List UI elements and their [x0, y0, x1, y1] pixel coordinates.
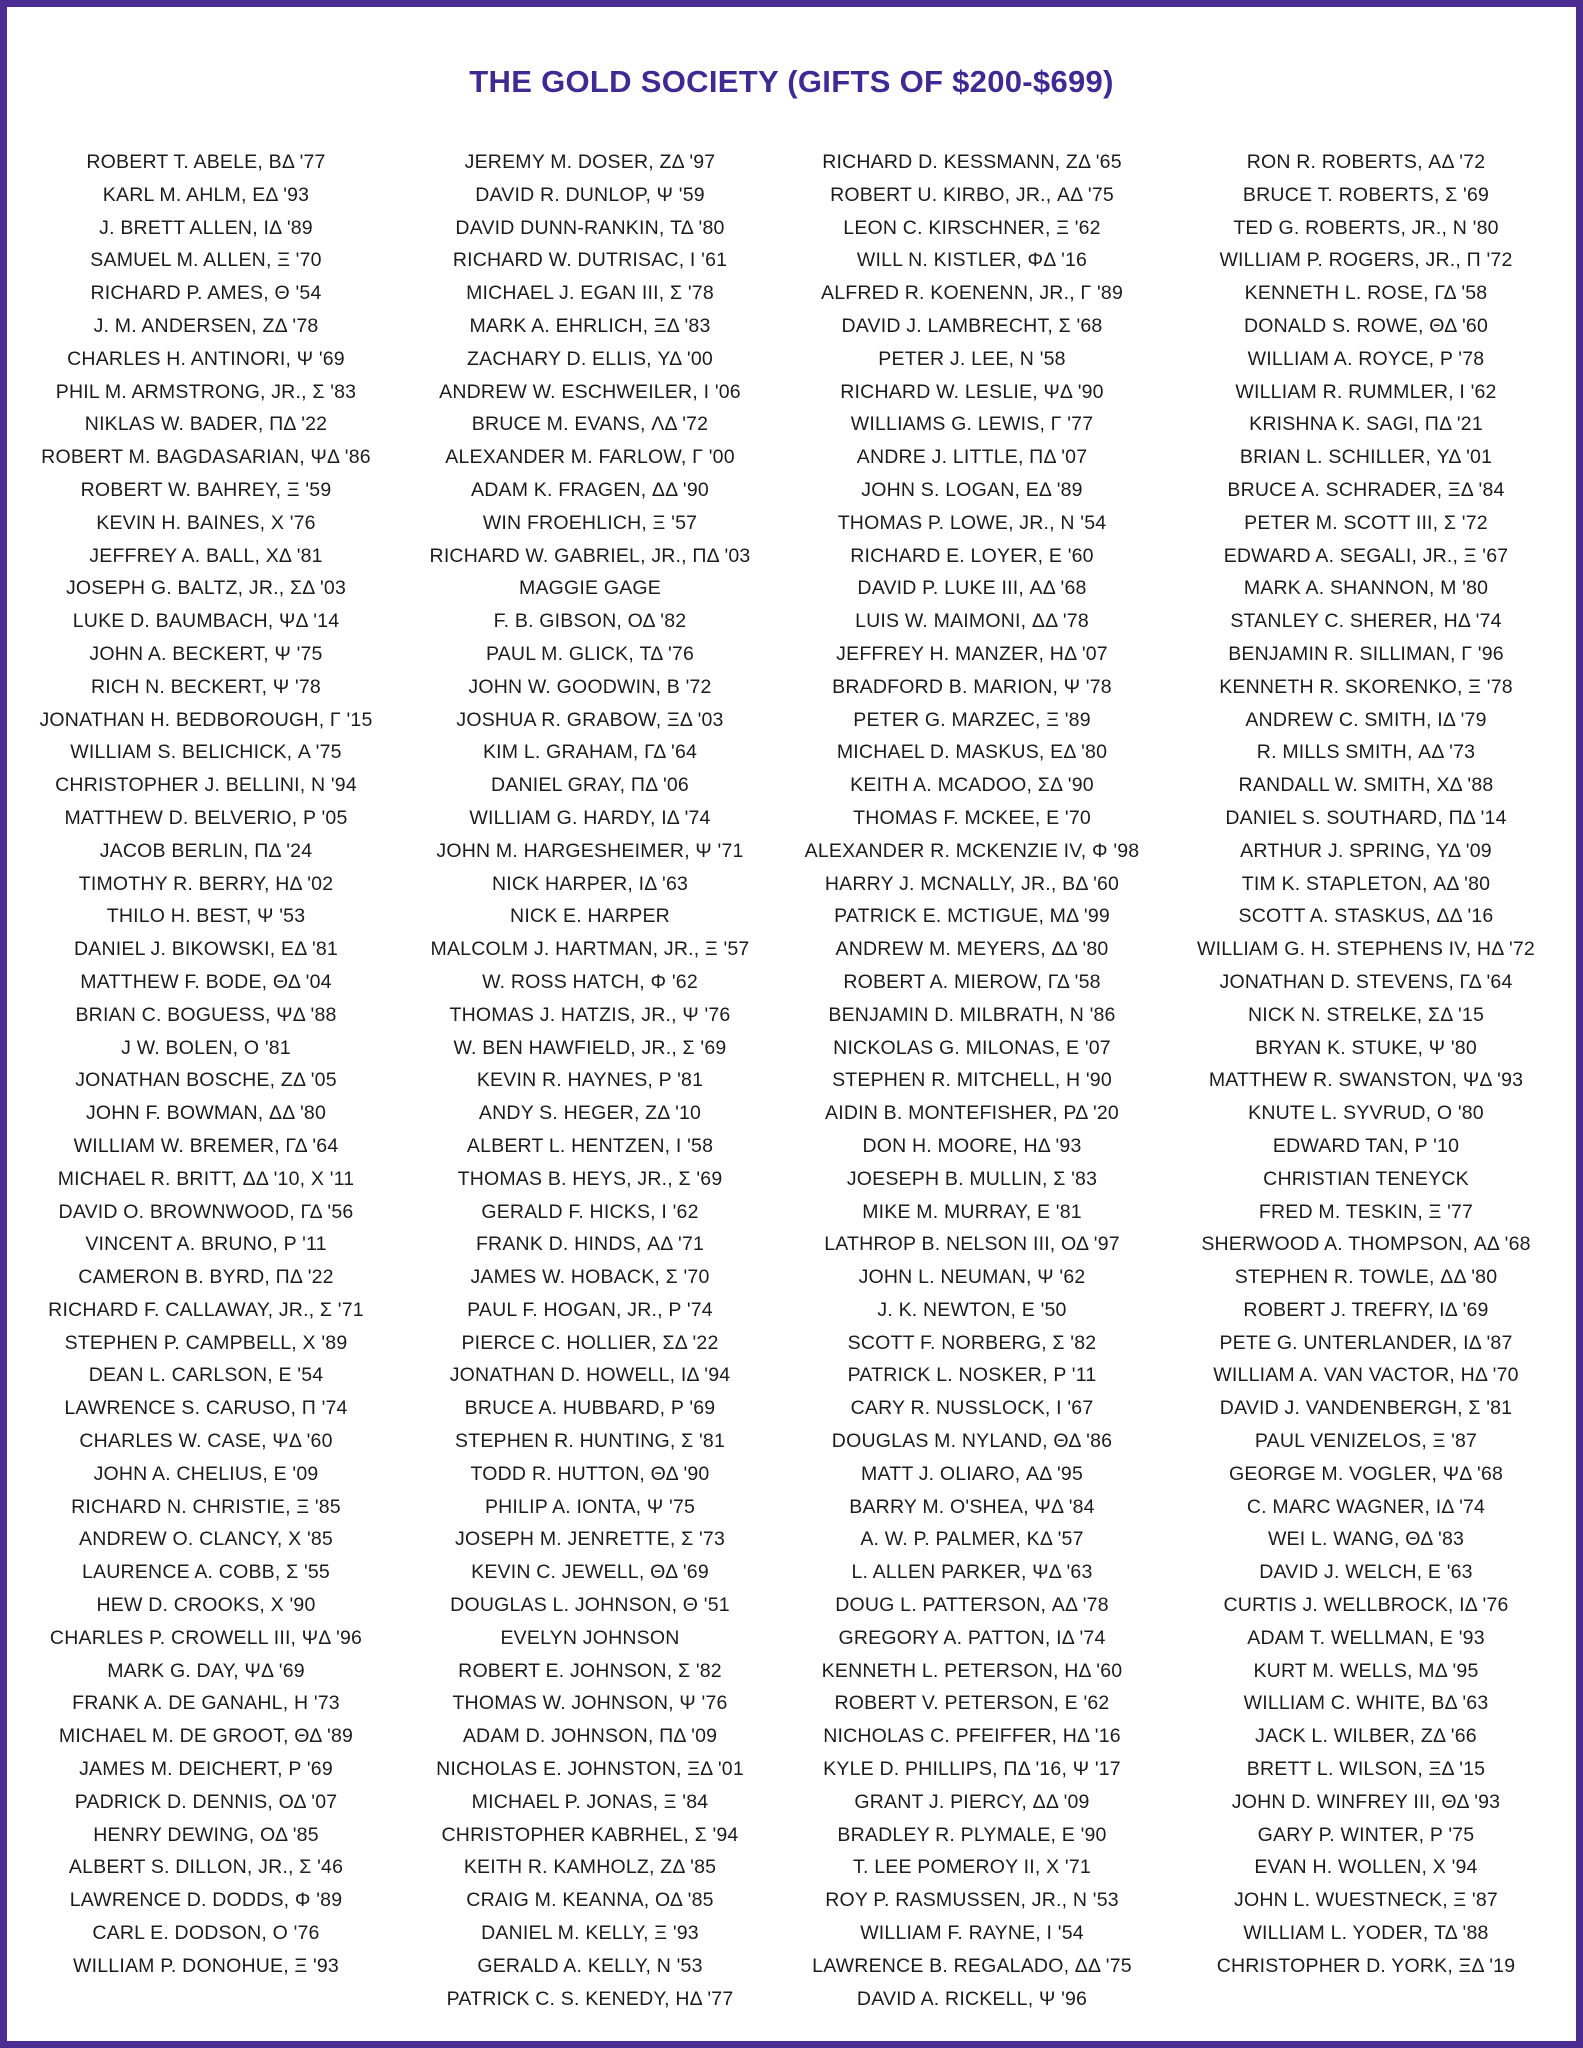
donor-name: JAMES W. HOBACK, Σ '70 [470, 1266, 710, 1289]
donor-name: ADAM K. FRAGEN, ΔΔ '90 [471, 478, 709, 501]
donor-name: THOMAS W. JOHNSON, Ψ '76 [452, 1692, 728, 1715]
donor-name: PAUL M. GLICK, ΤΔ '76 [485, 642, 695, 665]
donor-name: NICHOLAS C. PFEIFFER, ΗΔ '16 [823, 1725, 1121, 1748]
donor-name: MICHAEL P. JONAS, Ξ '84 [471, 1790, 709, 1813]
donor-name: KEITH R. KAMHOLZ, ΖΔ '85 [463, 1856, 717, 1879]
donor-name: JOSEPH M. JENRETTE, Σ '73 [455, 1528, 725, 1551]
donor-name: VINCENT A. BRUNO, Ρ '11 [85, 1233, 327, 1256]
donor-name: ALFRED R. KOENENN, JR., Γ '89 [821, 282, 1123, 305]
donor-name: WILLIAM A. VAN VACTOR, ΗΔ '70 [1213, 1364, 1519, 1387]
donor-name: BRUCE A. SCHRADER, ΞΔ '84 [1227, 478, 1505, 501]
donor-name: MARK A. EHRLICH, ΞΔ '83 [469, 314, 711, 337]
donor-name: KEVIN H. BAINES, Χ '76 [96, 511, 316, 534]
donor-name: DAVID J. WELCH, Ε '63 [1259, 1561, 1473, 1584]
donor-name: STEPHEN R. TOWLE, ΔΔ '80 [1234, 1266, 1498, 1289]
donor-name: GRANT J. PIERCY, ΔΔ '09 [854, 1790, 1090, 1813]
donor-name: JEREMY M. DOSER, ΖΔ '97 [464, 151, 716, 173]
donor-name: GARY P. WINTER, Ρ '75 [1257, 1823, 1475, 1846]
donor-name: KENNETH R. SKORENKO, Ξ '78 [1219, 675, 1513, 698]
donor-name: MICHAEL D. MASKUS, ΕΔ '80 [836, 741, 1108, 764]
donor-name: NIKLAS W. BADER, ΠΔ '22 [84, 413, 328, 436]
donor-name: WILL N. KISTLER, ΦΔ '16 [856, 249, 1088, 272]
donor-name: DAVID J. VANDENBERGH, Σ '81 [1219, 1397, 1513, 1420]
donor-name: SCOTT F. NORBERG, Σ '82 [847, 1331, 1097, 1354]
donor-name: JOSEPH G. BALTZ, JR., ΣΔ '03 [65, 577, 347, 600]
donor-name: ANDREW C. SMITH, ΙΔ '79 [1245, 708, 1487, 731]
donor-name: ROBERT U. KIRBO, JR., ΑΔ '75 [830, 183, 1114, 206]
donor-name: GREGORY A. PATTON, ΙΔ '74 [838, 1626, 1106, 1649]
donor-name: MICHAEL R. BRITT, ΔΔ '10, Χ '11 [57, 1167, 355, 1190]
donor-name: KIM L. GRAHAM, ΓΔ '64 [482, 741, 698, 764]
donor-name: DAVID J. LAMBRECHT, Σ '68 [841, 314, 1103, 337]
donor-name: ROBERT T. ABELE, ΒΔ '77 [86, 151, 326, 173]
donor-name: JONATHAN D. STEVENS, ΓΔ '64 [1219, 970, 1513, 993]
donor-name: EDWARD A. SEGALI, JR., Ξ '67 [1223, 544, 1509, 567]
donor-name: SHERWOOD A. THOMPSON, ΑΔ '68 [1201, 1233, 1531, 1256]
donor-name: KARL M. AHLM, ΕΔ '93 [102, 183, 310, 206]
donor-name: MATTHEW F. BODE, ΘΔ '04 [80, 970, 332, 993]
donor-name: CAMERON B. BYRD, ΠΔ '22 [78, 1266, 334, 1289]
donor-name: JACOB BERLIN, ΠΔ '24 [99, 839, 313, 862]
donor-name: ANDY S. HEGER, ΖΔ '10 [478, 1102, 702, 1125]
donor-name: RICHARD W. DUTRISAC, Ι '61 [452, 249, 728, 272]
donor-name: EVELYN JOHNSON [500, 1626, 680, 1649]
donor-name: DOUG L. PATTERSON, ΑΔ '78 [835, 1594, 1109, 1617]
donor-name: ROBERT W. BAHREY, Ξ '59 [80, 478, 332, 501]
donor-name: PADRICK D. DENNIS, ΟΔ '07 [74, 1790, 338, 1813]
donor-name: PETER J. LEE, Ν '58 [878, 347, 1066, 370]
donor-name: JONATHAN H. BEDBOROUGH, Γ '15 [39, 708, 373, 731]
donor-name: ARTHUR J. SPRING, ΥΔ '09 [1240, 839, 1492, 862]
donor-name: ANDREW M. MEYERS, ΔΔ '80 [835, 938, 1109, 961]
donor-name: JOHN L. NEUMAN, Ψ '62 [858, 1266, 1086, 1289]
donor-name: JAMES M. DEICHERT, Ρ '69 [79, 1758, 333, 1781]
donor-name: ALBERT L. HENTZEN, Ι '58 [466, 1134, 714, 1157]
donor-name: KEVIN C. JEWELL, ΘΔ '69 [471, 1561, 709, 1584]
donor-name: CHRISTIAN TENEYCK [1263, 1167, 1469, 1190]
donor-name: GERALD F. HICKS, Ι '62 [481, 1200, 699, 1223]
donor-name: F. B. GIBSON, ΟΔ '82 [493, 610, 687, 633]
donor-name: PATRICK C. S. KENEDY, ΗΔ '77 [446, 1987, 734, 2010]
donor-name: WEI L. WANG, ΘΔ '83 [1267, 1528, 1465, 1551]
donor-name: ANDRE J. LITTLE, ΠΔ '07 [856, 446, 1088, 469]
donor-name: DONALD S. ROWE, ΘΔ '60 [1243, 314, 1489, 337]
donor-name: DAVID DUNN-RANKIN, ΤΔ '80 [455, 216, 725, 239]
donor-name: MALCOLM J. HARTMAN, JR., Ξ '57 [430, 938, 750, 961]
donor-name: BRADLEY R. PLYMALE, Ε '90 [837, 1823, 1107, 1846]
donor-name: ROBERT J. TREFRY, ΙΔ '69 [1243, 1298, 1489, 1321]
donor-name: TIM K. STAPLETON, ΑΔ '80 [1241, 872, 1491, 895]
donor-name: BRADFORD B. MARION, Ψ '78 [832, 675, 1112, 698]
donor-name: PAUL F. HOGAN, JR., Ρ '74 [467, 1298, 713, 1321]
donor-name: ADAM T. WELLMAN, Ε '93 [1247, 1626, 1485, 1649]
donor-name: LUIS W. MAIMONI, ΔΔ '78 [855, 610, 1089, 633]
donor-name: DAVID R. DUNLOP, Ψ '59 [475, 183, 705, 206]
donor-column-1 [16, 146, 396, 1983]
donor-name: ROBERT M. BAGDASARIAN, ΨΔ '86 [41, 446, 371, 469]
donor-name: RICHARD E. LOYER, Ε '60 [850, 544, 1094, 567]
donor-name: C. MARC WAGNER, ΙΔ '74 [1246, 1495, 1486, 1518]
donor-name: KURT M. WELLS, ΜΔ '95 [1253, 1659, 1479, 1682]
donor-name: PETE G. UNTERLANDER, ΙΔ '87 [1219, 1331, 1513, 1354]
donor-name: PAUL VENIZELOS, Ξ '87 [1254, 1430, 1478, 1453]
donor-name: ALEXANDER M. FARLOW, Γ '00 [445, 446, 735, 469]
donor-name: RON R. ROBERTS, ΑΔ '72 [1246, 151, 1486, 173]
donor-name: LAURENCE A. COBB, Σ '55 [82, 1561, 330, 1584]
donor-name: TODD R. HUTTON, ΘΔ '90 [470, 1462, 710, 1485]
donor-name: THOMAS P. LOWE, JR., Ν '54 [837, 511, 1107, 534]
donor-name: JACK L. WILBER, ΖΔ '66 [1255, 1725, 1477, 1748]
donor-name: THOMAS F. MCKEE, Ε '70 [853, 806, 1091, 829]
donor-name: J. K. NEWTON, Ε '50 [877, 1298, 1067, 1321]
donor-name: JEFFREY H. MANZER, ΗΔ '07 [836, 642, 1108, 665]
donor-name: PETER M. SCOTT III, Σ '72 [1244, 511, 1488, 534]
donor-name: NICK E. HARPER [510, 905, 670, 928]
donor-name: TIMOTHY R. BERRY, ΗΔ '02 [78, 872, 334, 895]
donor-name: WILLIAM C. WHITE, ΒΔ '63 [1243, 1692, 1489, 1715]
donor-name: JOHN M. HARGESHEIMER, Ψ '71 [436, 839, 744, 862]
donor-name: ALEXANDER R. MCKENZIE IV, Φ '98 [804, 839, 1140, 862]
donor-name: WILLIAM L. YODER, ΤΔ '88 [1243, 1922, 1489, 1945]
donor-name: LAWRENCE S. CARUSO, Π '74 [64, 1397, 348, 1420]
donor-name: JOHN W. GOODWIN, Β '72 [468, 675, 712, 698]
donor-name: WILLIAM A. ROYCE, Ρ '78 [1247, 347, 1485, 370]
donor-name: RICHARD P. AMES, Θ '54 [90, 282, 322, 305]
donor-name: WILLIAM P. DONOHUE, Ξ '93 [73, 1954, 339, 1977]
donor-name: HEW D. CROOKS, Χ '90 [96, 1594, 316, 1617]
donor-name: ROBERT E. JOHNSON, Σ '82 [458, 1659, 722, 1682]
donor-name: MATT J. OLIARO, ΑΔ '95 [861, 1462, 1083, 1485]
donor-name: DON H. MOORE, ΗΔ '93 [862, 1134, 1082, 1157]
donor-name: BENJAMIN R. SILLIMAN, Γ '96 [1228, 642, 1504, 665]
donor-name: MARK G. DAY, ΨΔ '69 [107, 1659, 305, 1682]
donor-name: KENNETH L. ROSE, ΓΔ '58 [1244, 282, 1488, 305]
donor-name: CHARLES H. ANTINORI, Ψ '69 [67, 347, 345, 370]
donor-name: BRETT L. WILSON, ΞΔ '15 [1246, 1758, 1486, 1781]
donor-name: NICHOLAS E. JOHNSTON, ΞΔ '01 [436, 1758, 744, 1781]
donor-name: J W. BOLEN, Ο '81 [121, 1036, 291, 1059]
donor-name: RICH N. BECKERT, Ψ '78 [91, 675, 321, 698]
donor-name: BRUCE M. EVANS, ΛΔ '72 [471, 413, 709, 436]
donor-name: WILLIAM P. ROGERS, JR., Π '72 [1219, 249, 1513, 272]
donor-name: STEPHEN P. CAMPBELL, Χ '89 [64, 1331, 348, 1354]
donor-name: MARK A. SHANNON, Μ '80 [1243, 577, 1489, 600]
donor-name: THOMAS J. HATZIS, JR., Ψ '76 [449, 1003, 731, 1026]
donor-name: JONATHAN BOSCHE, ΖΔ '05 [75, 1069, 337, 1092]
donor-name: A. W. P. PALMER, ΚΔ '57 [860, 1528, 1084, 1551]
donor-name: GERALD A. KELLY, Ν '53 [477, 1954, 703, 1977]
donor-name: WILLIAM S. BELICHICK, Α '75 [70, 741, 342, 764]
donor-name: GEORGE M. VOGLER, ΨΔ '68 [1228, 1462, 1504, 1485]
donor-name: WILLIAM W. BREMER, ΓΔ '64 [73, 1134, 339, 1157]
donor-column-3 [782, 146, 1162, 2015]
donor-name: KNUTE L. SYVRUD, Ο '80 [1248, 1102, 1484, 1125]
donor-name: NICK N. STRELKE, ΣΔ '15 [1247, 1003, 1485, 1026]
donor-name: CHRISTOPHER KABRHEL, Σ '94 [441, 1823, 739, 1846]
donor-name: ROBERT A. MIEROW, ΓΔ '58 [843, 970, 1101, 993]
donor-name: BRIAN C. BOGUESS, ΨΔ '88 [75, 1003, 337, 1026]
donor-name: CHRISTOPHER D. YORK, ΞΔ '19 [1216, 1954, 1516, 1977]
donor-name: LATHROP B. NELSON III, ΟΔ '97 [824, 1233, 1120, 1256]
donor-name: ROBERT V. PETERSON, Ε '62 [834, 1692, 1110, 1715]
donor-name: PIERCE C. HOLLIER, ΣΔ '22 [461, 1331, 719, 1354]
donor-name: LAWRENCE D. DODDS, Φ '89 [69, 1889, 343, 1912]
donor-name: CHARLES P. CROWELL III, ΨΔ '96 [49, 1626, 363, 1649]
donor-name: HENRY DEWING, ΟΔ '85 [93, 1823, 319, 1846]
donor-name: NICK HARPER, ΙΔ '63 [491, 872, 689, 895]
donor-name: WILLIAM F. RAYNE, Ι '54 [860, 1922, 1084, 1945]
donor-name: DANIEL S. SOUTHARD, ΠΔ '14 [1225, 806, 1507, 829]
donor-name: EDWARD TAN, Ρ '10 [1272, 1134, 1460, 1157]
donor-name: DEAN L. CARLSON, Ε '54 [88, 1364, 324, 1387]
donor-name: STEPHEN R. HUNTING, Σ '81 [455, 1430, 725, 1453]
donor-column-4 [1166, 146, 1566, 1983]
donor-name: LEON C. KIRSCHNER, Ξ '62 [843, 216, 1101, 239]
donor-name: CHARLES W. CASE, ΨΔ '60 [79, 1430, 333, 1453]
donor-name: BARRY M. O'SHEA, ΨΔ '84 [849, 1495, 1095, 1518]
donor-name: DOUGLAS M. NYLAND, ΘΔ '86 [831, 1430, 1113, 1453]
donor-name: DANIEL J. BIKOWSKI, ΕΔ '81 [74, 938, 338, 961]
donor-name: JOHN A. CHELIUS, Ε '09 [93, 1462, 319, 1485]
donor-name: FRANK A. DE GANAHL, Η '73 [72, 1692, 340, 1715]
donor-name: PETER G. MARZEC, Ξ '89 [853, 708, 1091, 731]
donor-name: ANDREW W. ESCHWEILER, Ι '06 [439, 380, 741, 403]
donor-name: CRAIG M. KEANNA, ΟΔ '85 [466, 1889, 714, 1912]
donor-name: ANDREW O. CLANCY, Χ '85 [79, 1528, 333, 1551]
donor-name: ALBERT S. DILLON, JR., Σ '46 [68, 1856, 344, 1879]
donor-name: PATRICK E. MCTIGUE, ΜΔ '99 [834, 905, 1110, 928]
donor-name: JOHN L. WUESTNECK, Ξ '87 [1234, 1889, 1498, 1912]
donor-name: T. LEE POMEROY II, Χ '71 [853, 1856, 1091, 1879]
donor-name: JOHN D. WINFREY III, ΘΔ '93 [1231, 1790, 1501, 1813]
donor-name: SCOTT A. STASKUS, ΔΔ '16 [1238, 905, 1494, 928]
donor-name: ROY P. RASMUSSEN, JR., Ν '53 [825, 1889, 1119, 1912]
donor-name: W. BEN HAWFIELD, JR., Σ '69 [453, 1036, 727, 1059]
donor-name: RICHARD N. CHRISTIE, Ξ '85 [71, 1495, 341, 1518]
donor-name: BRYAN K. STUKE, Ψ '80 [1255, 1036, 1477, 1059]
donor-column-2 [400, 146, 780, 2015]
donor-name: DANIEL M. KELLY, Ξ '93 [481, 1922, 699, 1945]
donor-name: FRANK D. HINDS, ΑΔ '71 [475, 1233, 705, 1256]
donor-name: DAVID P. LUKE III, ΑΔ '68 [857, 577, 1087, 600]
donor-name: BRUCE A. HUBBARD, Ρ '69 [464, 1397, 716, 1420]
donor-name: JOSHUA R. GRABOW, ΞΔ '03 [456, 708, 724, 731]
donor-name: MATTHEW R. SWANSTON, ΨΔ '93 [1208, 1069, 1524, 1092]
donor-name: TED G. ROBERTS, JR., Ν '80 [1233, 216, 1499, 239]
donor-name: R. MILLS SMITH, ΑΔ '73 [1256, 741, 1476, 764]
donor-name: FRED M. TESKIN, Ξ '77 [1258, 1200, 1474, 1223]
donor-name: CARL E. DODSON, Ο '76 [92, 1922, 320, 1945]
donor-name: LUKE D. BAUMBACH, ΨΔ '14 [72, 610, 340, 633]
donor-name: BENJAMIN D. MILBRATH, Ν '86 [828, 1003, 1116, 1026]
donor-name: STEPHEN R. MITCHELL, Η '90 [832, 1069, 1112, 1092]
donor-name: JOHN A. BECKERT, Ψ '75 [89, 642, 323, 665]
donor-name: CHRISTOPHER J. BELLINI, Ν '94 [55, 774, 357, 797]
donor-name: RANDALL W. SMITH, ΧΔ '88 [1238, 774, 1494, 797]
donor-name: DAVID A. RICKELL, Ψ '96 [856, 1987, 1088, 2010]
donor-name: HARRY J. MCNALLY, JR., ΒΔ '60 [824, 872, 1120, 895]
donor-name: JOESEPH B. MULLIN, Σ '83 [846, 1167, 1098, 1190]
donor-name: THILO H. BEST, Ψ '53 [106, 905, 306, 928]
donor-name: RICHARD W. LESLIE, ΨΔ '90 [840, 380, 1104, 403]
donor-name: PHIL M. ARMSTRONG, JR., Σ '83 [55, 380, 357, 403]
donor-name: DAVID O. BROWNWOOD, ΓΔ '56 [58, 1200, 354, 1223]
donor-name: BRUCE T. ROBERTS, Σ '69 [1242, 183, 1490, 206]
donor-name: RICHARD F. CALLAWAY, JR., Σ '71 [48, 1298, 364, 1321]
donor-name: J. BRETT ALLEN, ΙΔ '89 [99, 216, 313, 239]
donor-name: ADAM D. JOHNSON, ΠΔ '09 [462, 1725, 718, 1748]
donor-name: J. M. ANDERSEN, ΖΔ '78 [93, 314, 319, 337]
donor-name: WIN FROEHLICH, Ξ '57 [482, 511, 698, 534]
donor-name: PATRICK L. NOSKER, Ρ '11 [847, 1364, 1097, 1387]
donor-name: ZACHARY D. ELLIS, ΥΔ '00 [467, 347, 713, 370]
donor-name: KEVIN R. HAYNES, Ρ '81 [476, 1069, 704, 1092]
donor-name: KRISHNA K. SAGI, ΠΔ '21 [1249, 413, 1483, 436]
donor-name: KEITH A. MCADOO, ΣΔ '90 [850, 774, 1094, 797]
donor-name: NICKOLAS G. MILONAS, Ε '07 [833, 1036, 1111, 1059]
donor-name: LAWRENCE B. REGALADO, ΔΔ '75 [812, 1954, 1132, 1977]
donor-name: RICHARD W. GABRIEL, JR., ΠΔ '03 [429, 544, 751, 567]
donor-name: AIDIN B. MONTEFISHER, ΡΔ '20 [825, 1102, 1119, 1125]
donor-name: CARY R. NUSSLOCK, Ι '67 [850, 1397, 1094, 1420]
donor-name: THOMAS B. HEYS, JR., Σ '69 [457, 1167, 723, 1190]
donor-name: WILLIAMS G. LEWIS, Γ '77 [850, 413, 1094, 436]
donor-name: KENNETH L. PETERSON, ΗΔ '60 [821, 1659, 1123, 1682]
donor-name: JEFFREY A. BALL, ΧΔ '81 [89, 544, 323, 567]
donor-name: DANIEL GRAY, ΠΔ '06 [491, 774, 689, 797]
donor-name: WILLIAM G. HARDY, ΙΔ '74 [469, 806, 711, 829]
donor-name: WILLIAM G. H. STEPHENS IV, ΗΔ '72 [1197, 938, 1535, 961]
donor-name: KYLE D. PHILLIPS, ΠΔ '16, Ψ '17 [823, 1758, 1121, 1781]
donor-name: W. ROSS HATCH, Φ '62 [482, 970, 698, 993]
donor-name: MICHAEL M. DE GROOT, ΘΔ '89 [58, 1725, 354, 1748]
donor-name: MIKE M. MURRAY, Ε '81 [862, 1200, 1082, 1223]
donor-name: JOHN S. LOGAN, ΕΔ '89 [861, 478, 1083, 501]
donor-name: DOUGLAS L. JOHNSON, Θ '51 [450, 1594, 730, 1617]
donor-name: MATTHEW D. BELVERIO, Ρ '05 [64, 806, 348, 829]
donor-name: BRIAN L. SCHILLER, ΥΔ '01 [1239, 446, 1493, 469]
donor-name: JOHN F. BOWMAN, ΔΔ '80 [85, 1102, 327, 1125]
page-title: THE GOLD SOCIETY (GIFTS OF $200-$699) [469, 64, 1114, 99]
donor-name: RICHARD D. KESSMANN, ΖΔ '65 [822, 151, 1122, 173]
donor-name: SAMUEL M. ALLEN, Ξ '70 [90, 249, 322, 272]
donor-name: PHILIP A. IONTA, Ψ '75 [484, 1495, 696, 1518]
donor-name: MICHAEL J. EGAN III, Σ '78 [466, 282, 714, 305]
donor-name: L. ALLEN PARKER, ΨΔ '63 [851, 1561, 1093, 1584]
donor-name: WILLIAM R. RUMMLER, Ι '62 [1235, 380, 1497, 403]
donor-name: MAGGIE GAGE [519, 577, 661, 600]
donor-name: STANLEY C. SHERER, ΗΔ '74 [1230, 610, 1502, 633]
donor-name: CURTIS J. WELLBROCK, ΙΔ '76 [1223, 1594, 1509, 1617]
donor-name: JONATHAN D. HOWELL, ΙΔ '94 [449, 1364, 731, 1387]
donor-name: EVAN H. WOLLEN, Χ '94 [1254, 1856, 1478, 1879]
